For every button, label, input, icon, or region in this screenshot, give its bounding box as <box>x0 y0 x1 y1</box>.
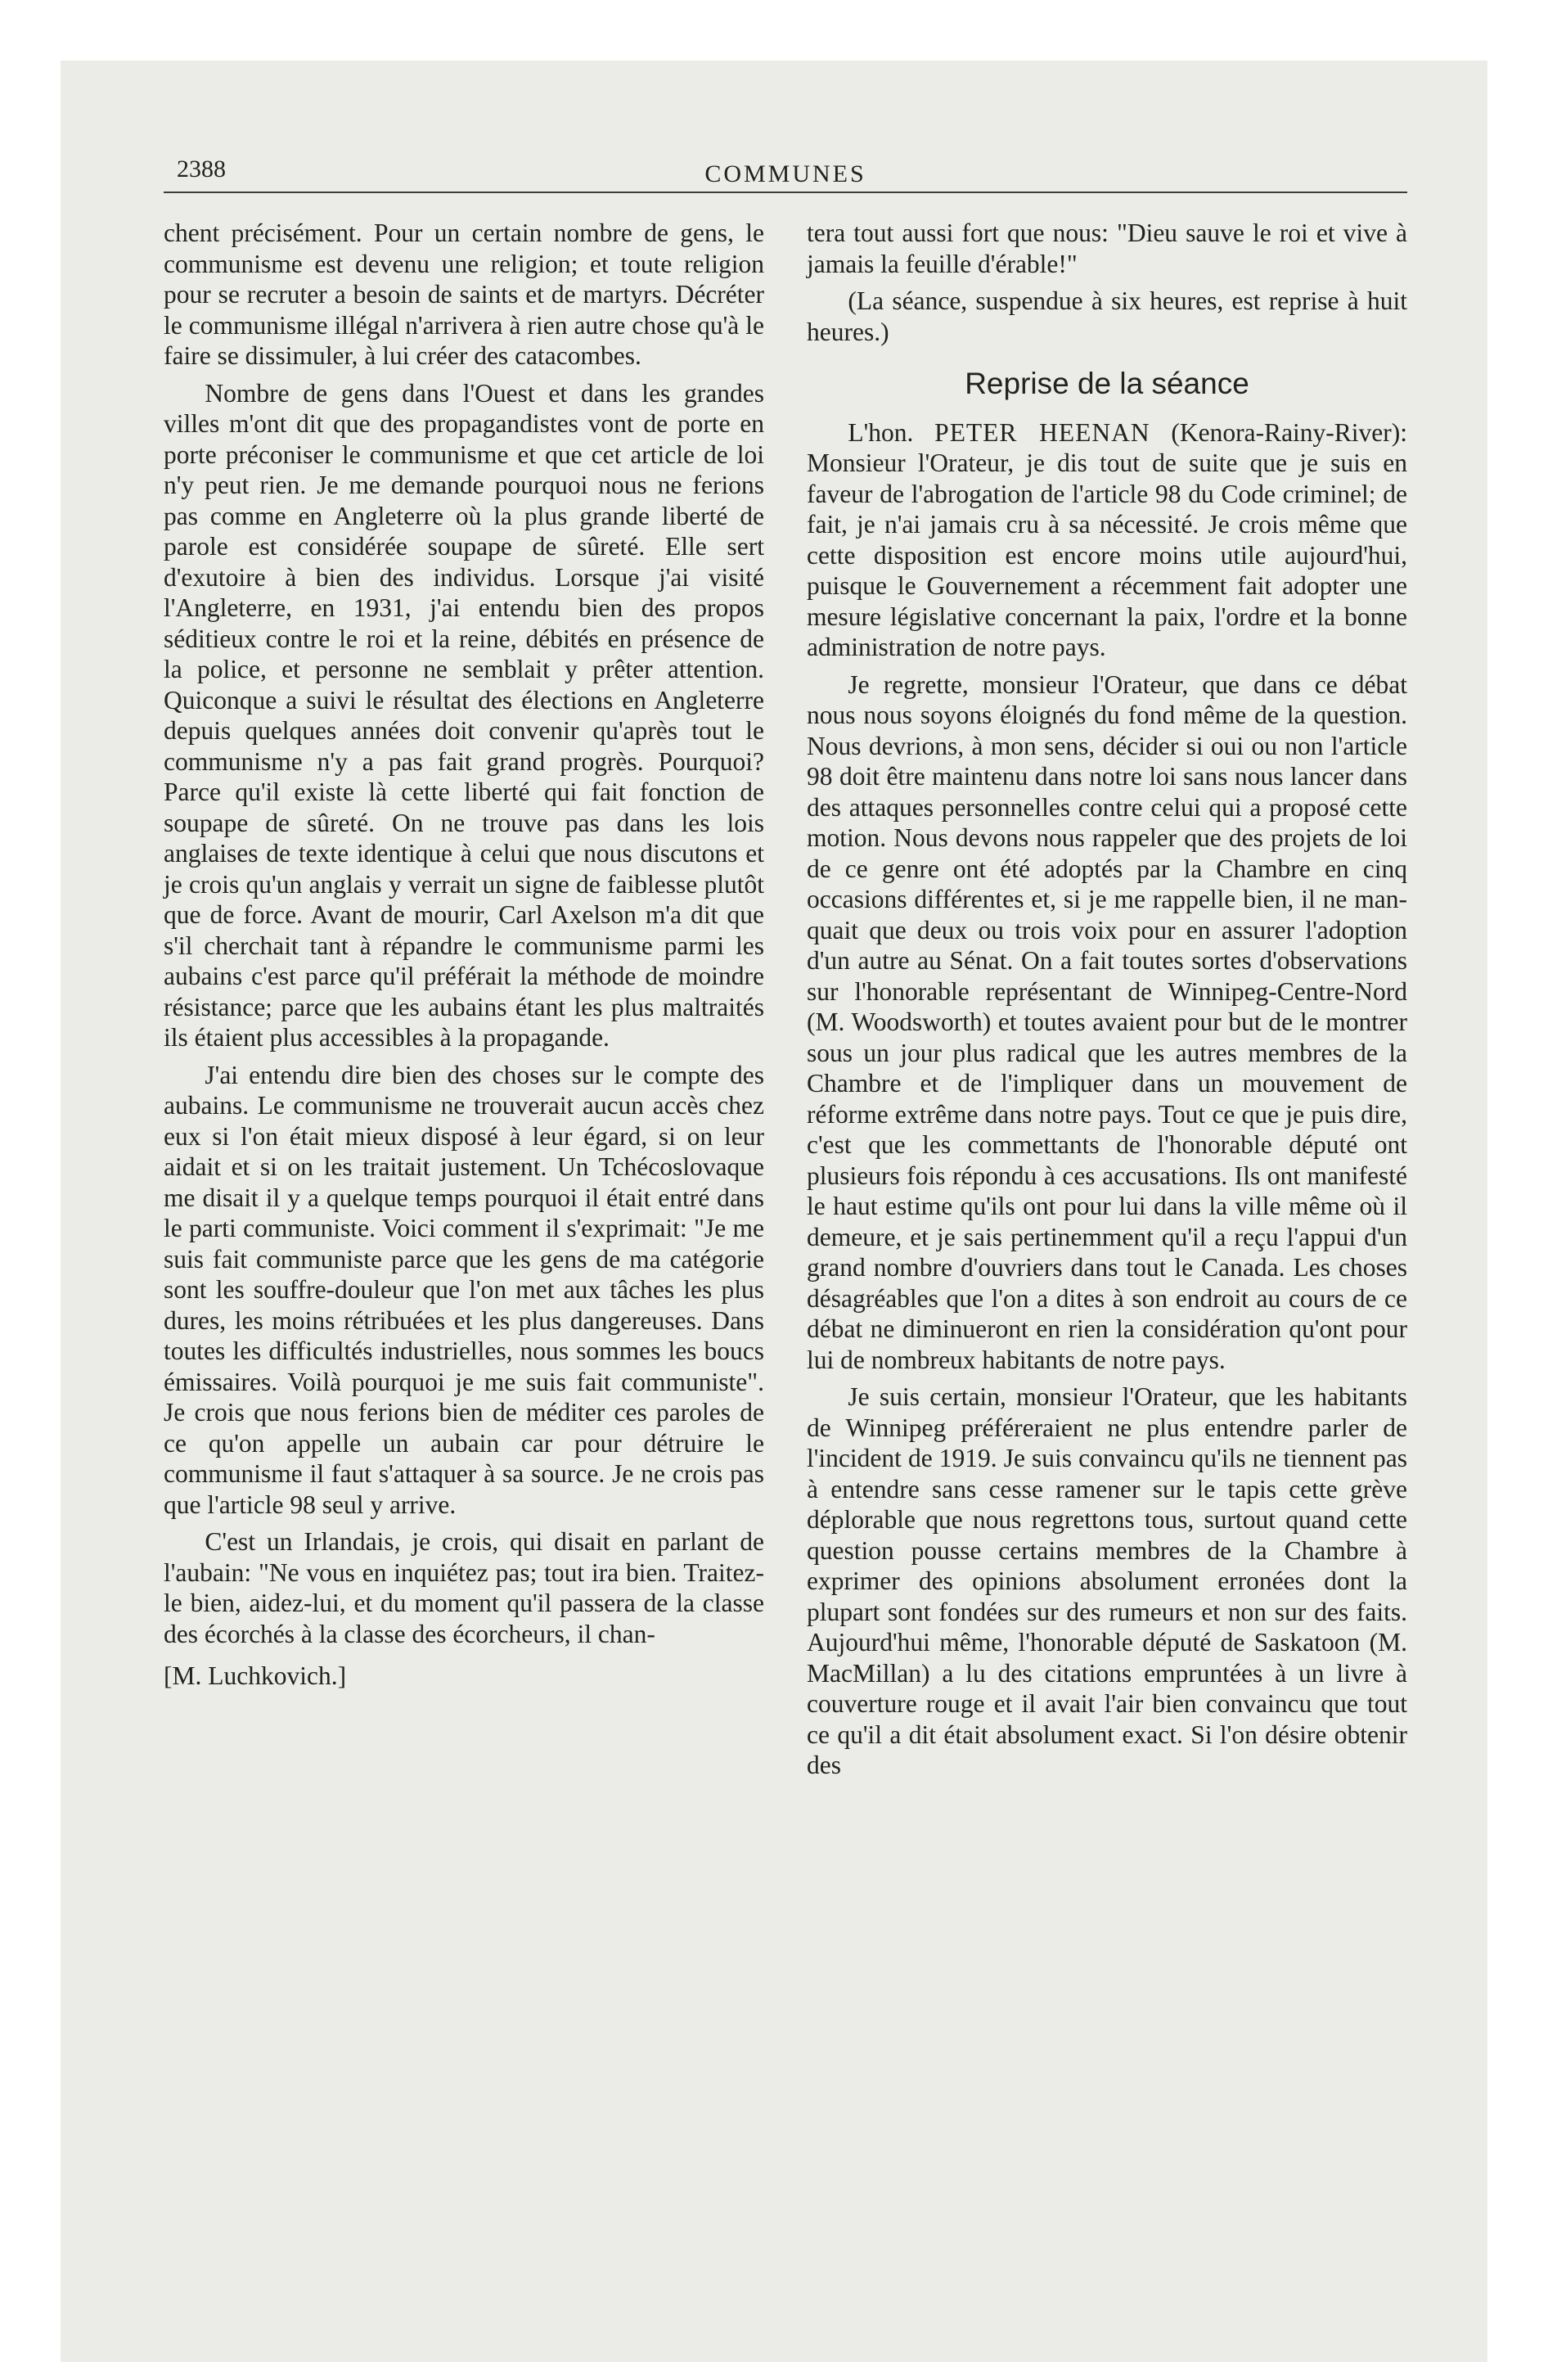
speaker-text: Monsieur l'Orateur, je dis tout de suite que je suis en faveur de l'abrogation de l'article 98 du Code criminel; de fait, je n'ai jamais cru à sa nécessité. Je crois même que cette disposition est encore moins utile aujourd'hui, puisque le Gouvernement a récemment fait adopter une mesure législative concernant la paix, l'ordre et la bonne administration de notre pays. <box>807 449 1407 661</box>
suspension-note: (La séance, suspendue à six heures, est reprise à huit heures.) <box>807 286 1407 346</box>
page-header <box>164 156 1407 193</box>
speaker-riding: (Kenora-Rainy-River): <box>1171 417 1408 447</box>
page <box>164 156 1407 1787</box>
speaker-attribution: [M. Luchkovich.] <box>164 1661 347 1690</box>
speaker-intro: L'hon. <box>848 417 914 447</box>
speaker-name: PETER HEENAN <box>934 417 1150 447</box>
paragraph: Je regrette, monsieur l'Orateur, que dans ce débat nous nous soyons éloignés du fond même de la question. Nous devrions, à mon sens, décider si oui ou non l'article 98 doit être maintenu dans notre loi sans nous lancer dans des attaques personnelles contre celui qui a proposé cette motion. Nous devons nous rappeler que des projets de loi de ce genre ont été adoptés par la Chambre en cinq occasions différentes et, si je me rappelle bien, il ne manquait que deux ou trois voix pour en assurer l'adoption d'un autre au Sénat. On a fait toutes sortes d'observations sur l'honorable représentant de Winnipeg-Centre-Nord (M. Woodsworth) et toutes avaient pour but de le montrer sous un jour plus radical que les autres membres de la Chambre et de l'impliquer dans un mouvement de réforme extrême dans notre pays. Tout ce que je puis dire, c'est que les commettants de l'honorable député ont plusieurs fois répondu à ces accusations. Ils ont manifesté le haut estime qu'ils ont pour lui dans la ville même où il demeure, et je sais pertinemment qu'il a reçu l'appui d'un grand nombre d'ouvriers dans tout le Canada. Les choses désagréables que l'on a dites à son endroit au cours de ce débat ne diminueront en rien la considération qu'ont pour lui de nombreux habitants de notre pays. <box>807 669 1407 1374</box>
left-column <box>164 218 764 1787</box>
right-column <box>807 218 1407 1787</box>
text-columns <box>164 218 1407 1787</box>
paragraph: Nombre de gens dans l'Ouest et dans les grandes villes m'ont dit que des propagandistes vont de porte en porte préconiser le communisme et que cet article de loi n'y peut rien. Je me demande pourquoi nous ne ferions pas comme en Angleterre où la plus grande liberté de parole est considérée soupape de sûreté. Elle sert d'exutoire à bien des individus. Lorsque j'ai visité l'Angleterre, en 1931, j'ai entendu bien des propos séditieux contre le roi et la reine, débités en présence de la police, et personne ne semblait y prêter attention. Quiconque a suivi le résultat des élections en Angleterre depuis quelques années doit convenir qu'après tout le communisme n'y a pas fait grand progrès. Pourquoi? Parce qu'il existe là cette liberté qui fait fonction de soupape de sûreté. On ne trouve pas dans les lois anglaises de texte identique à celui que nous discutons et je crois qu'un anglais y verrait un signe de faiblesse plutôt que de force. Avant de mourir, Carl Axelson m'a dit que s'il cherchait tant à répandre le communisme parmi les aubains c'est parce qu'il préférait la méthode de moindre résistance; parce que les aubains étant les plus maltraités ils étaient plus accessibles à la propagande. <box>164 378 764 1052</box>
paragraph: chent précisément. Pour un certain nombre de gens, le communisme est devenu une religion; et toute religion pour se recruter a besoin de saints et de martyrs. Décréter le communisme illégal n'arrivera à rien autre chose qu'à le faire se dissimuler, à lui créer des catacombes. <box>164 219 764 370</box>
speaker-paragraph <box>807 417 1407 663</box>
section-heading: Reprise de la séance <box>965 367 1249 400</box>
paragraph: J'ai entendu dire bien des choses sur le compte des aubains. Le communisme ne trouverait aucun accès chez eux si l'on était mieux disposé à leur égard, si on leur aidait et si on les traitait justement. Un Tchécoslovaque me disait il y a quelque temps pourquoi il était entré dans le parti communiste. Voici comment il s'exprimait: "Je me suis fait communiste parce que les gens de ma catégorie sont les souffre-douleur que l'on met aux tâches les plus dures, les moins rétribuées et les plus dangereuses. Dans toutes les difficultés industrielles, nous sommes les boucs émissaires. Voilà pourquoi je me suis fait communiste". Je crois que nous ferions bien de méditer ces paroles de ce qu'on appelle un aubain car pour détruire le communisme il faut s'attaquer à sa source. Je ne crois pas que l'article 98 seul y arrive. <box>164 1060 764 1519</box>
paragraph: Je suis certain, monsieur l'Orateur, que les habitants de Winnipeg préféreraient ne plus entendre parler de l'incident de 1919. Je suis convaincu qu'ils ne tiennent pas à entendre sans cesse ramener sur le tapis cette grève déplorable que nous regrettons tous, surtout quand cette question pousse certains membres de la Chambre à exprimer des opinions absolument erronées dont la plupart sont fondées sur des rumeurs et non sur des faits. Aujourd'hui même, l'honorable député de Saskatoon (M. MacMillan) a lu des citations empruntées à un livre à couverture rouge et il avait l'air bien convaincu que tout ce qu'il a dit était absolument exact. Si l'on désire obtenir des <box>807 1382 1407 1779</box>
running-head: COMMUNES <box>704 160 866 187</box>
page-number: 2388 <box>177 156 226 183</box>
paragraph: tera tout aussi fort que nous: "Dieu sauve le roi et vive à jamais la feuille d'érable!" <box>807 219 1407 278</box>
paragraph: C'est un Irlandais, je crois, qui disait en parlant de l'aubain: "Ne vous en inquiétez pas; tout ira bien. Traitez-le bien, aidez-lui, et du moment qu'il passera de la classe des écorchés à la classe des écorcheurs, il chan- <box>164 1527 764 1648</box>
